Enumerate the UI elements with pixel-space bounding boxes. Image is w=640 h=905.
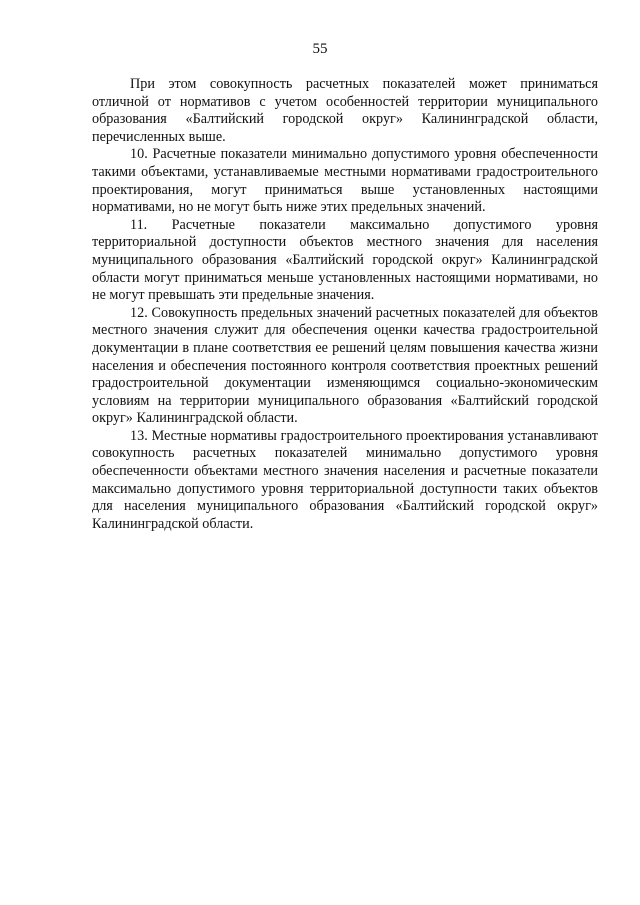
page-number: 55 [312,41,328,57]
paragraph-item-13: 13. Местные нормативы градостроительного проектирования устанавливают совокупность расчетных показателей минимально допустимого уровня обеспеченности объектами местного значения населения и расчетные показатели максимально допустимого уровня территориальной доступности таких объектов для населения муниципального образования «Балтийский городской округ» Калининградской области. [92,427,598,532]
document-body [92,76,598,533]
paragraph-item-10: 10. Расчетные показатели минимально допустимого уровня обеспеченности такими объектами, устанавливаемые местными нормативами градостроительного проектирования, могут приниматься выше установленных настоящими нормативами, но не могут быть ниже этих предельных значений. [92,146,598,216]
paragraph-item-11: 11. Расчетные показатели максимально допустимого уровня территориальной доступности объектов местного значения для населения муниципального образования «Балтийский городской округ» Калининградской области могут приниматься меньше установленных настоящими нормативами, но не могут превышать эти предельные значения. [92,216,598,304]
paragraph-intro: При этом совокупность расчетных показателей может приниматься отличной от нормативов с учетом особенностей территории муниципального образования «Балтийский городской округ» Калининградской области, перечисленных выше. [92,76,598,145]
paragraph-item-12: 12. Совокупность предельных значений расчетных показателей для объектов местного значения служит для обеспечения оценки качества градостроительной документации в плане соответствия ее решений целям повышения качества жизни населения и обеспечения постоянного контроля соответствия проектных решений градостроительной документации изменяющимся социально-экономическим условиям на территории муниципального образования «Балтийский городской округ» Калининградской области. [92,304,598,427]
